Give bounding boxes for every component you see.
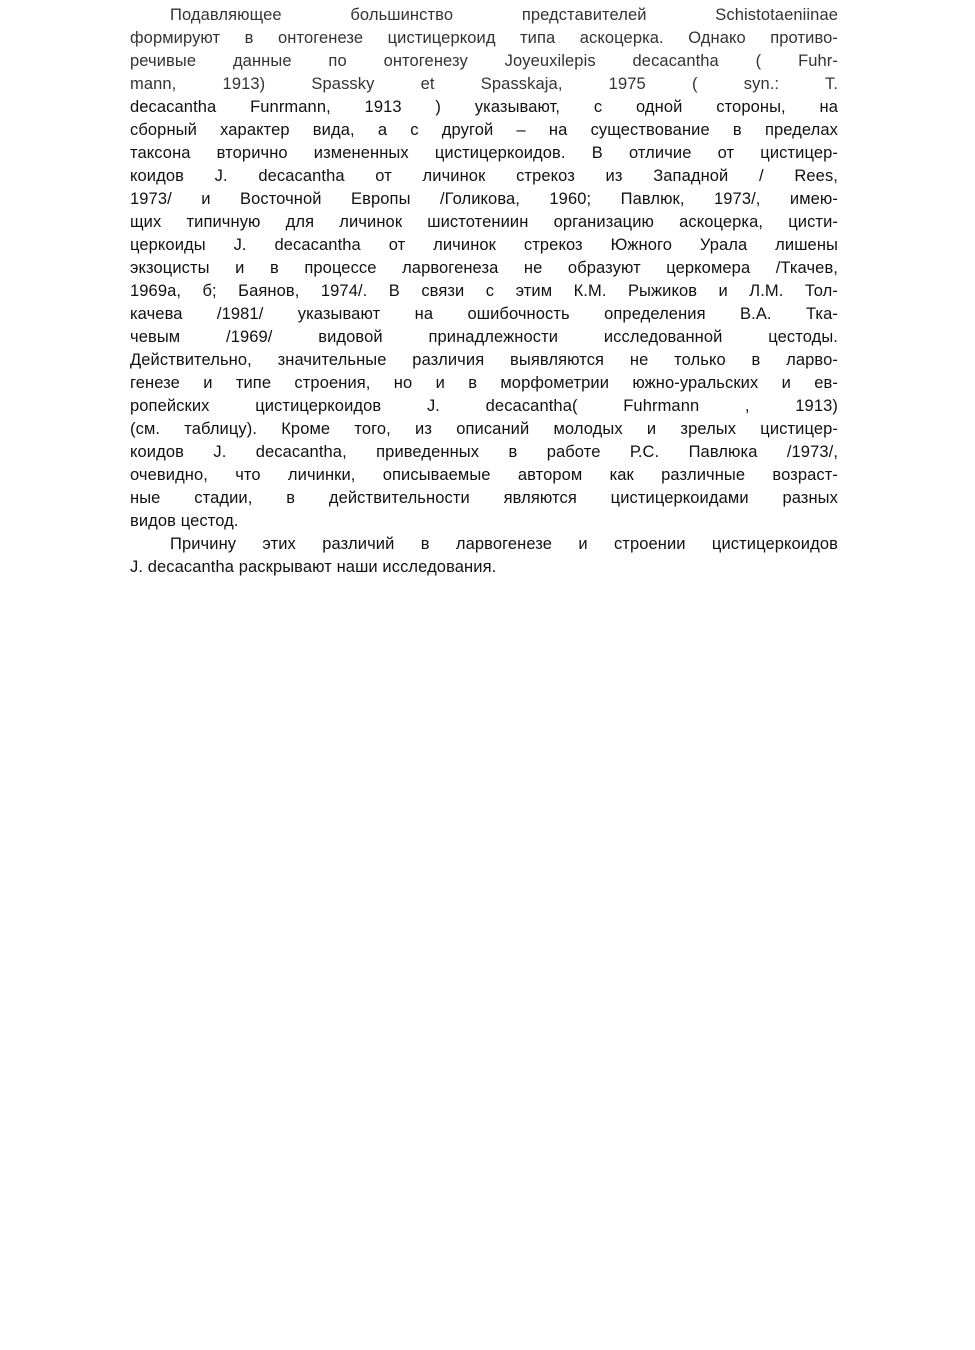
text-line: таксона вторично измененных цистицеркоидов. В отличие от цистицер-: [130, 144, 838, 162]
text-line: щих типичную для личинок шистотениин организацию аскоцерка, цисти-: [130, 213, 838, 231]
text-line: Подавляющее большинство представителей Schistotaeniinae: [170, 6, 838, 24]
document-page: [130, 4, 838, 579]
text-line: ные стадии, в действительности являются цистицеркоидами разных: [130, 489, 838, 507]
text-line: Причину этих различий в ларвогенезе и строении цистицеркоидов: [170, 535, 838, 553]
text-line: чевым /1969/ видовой принадлежности исследованной цестоды.: [130, 328, 838, 346]
text-line: очевидно, что личинки, описываемые автором как различные возраст-: [130, 466, 838, 484]
paragraph-1: [130, 4, 838, 533]
text-line: decacantha Funrmann, 1913 ) указывают, с одной стороны, на: [130, 98, 838, 116]
text-line: 1969а, б; Баянов, 1974/. В связи с этим К.М. Рыжиков и Л.М. Тол-: [130, 282, 838, 300]
text-line: церкоиды J. decacantha от личинок стрекоз Южного Урала лишены: [130, 236, 838, 254]
text-line: ропейских цистицеркоидов J. decacantha( Fuhrmann , 1913): [130, 397, 838, 415]
text-line: mann, 1913) Spassky et Spasskaja, 1975 ( syn.: T.: [130, 75, 838, 93]
text-line: генезе и типе строения, но и в морфометрии южно-уральских и ев-: [130, 374, 838, 392]
text-line: экзоцисты и в процессе ларвогенеза не образуют церкомера /Ткачев,: [130, 259, 838, 277]
text-line: Действительно, значительные различия выявляются не только в ларво-: [130, 351, 838, 369]
paragraph-2: [130, 533, 838, 579]
text-line: сборный характер вида, а с другой – на существование в пределах: [130, 121, 838, 139]
text-line: 1973/ и Восточной Европы /Голикова, 1960; Павлюк, 1973/, имею-: [130, 190, 838, 208]
text-line: коидов J. decacantha от личинок стрекоз из Западной / Rees,: [130, 167, 838, 185]
text-line: видов цестод.: [130, 512, 239, 530]
text-line: (см. таблицу). Кроме того, из описаний молодых и зрелых цистицер-: [130, 420, 838, 438]
text-line: J. decacantha раскрывают наши исследования.: [130, 558, 497, 576]
text-line: формируют в онтогенезе цистицеркоид типа аскоцерка. Однако противо-: [130, 29, 838, 47]
text-line: коидов J. decacantha, приведенных в работе Р.С. Павлюка /1973/,: [130, 443, 838, 461]
text-line: качева /1981/ указывают на ошибочность определения В.А. Тка-: [130, 305, 838, 323]
text-line: речивые данные по онтогенезу Joyeuxilepis decacantha ( Fuhr-: [130, 52, 838, 70]
